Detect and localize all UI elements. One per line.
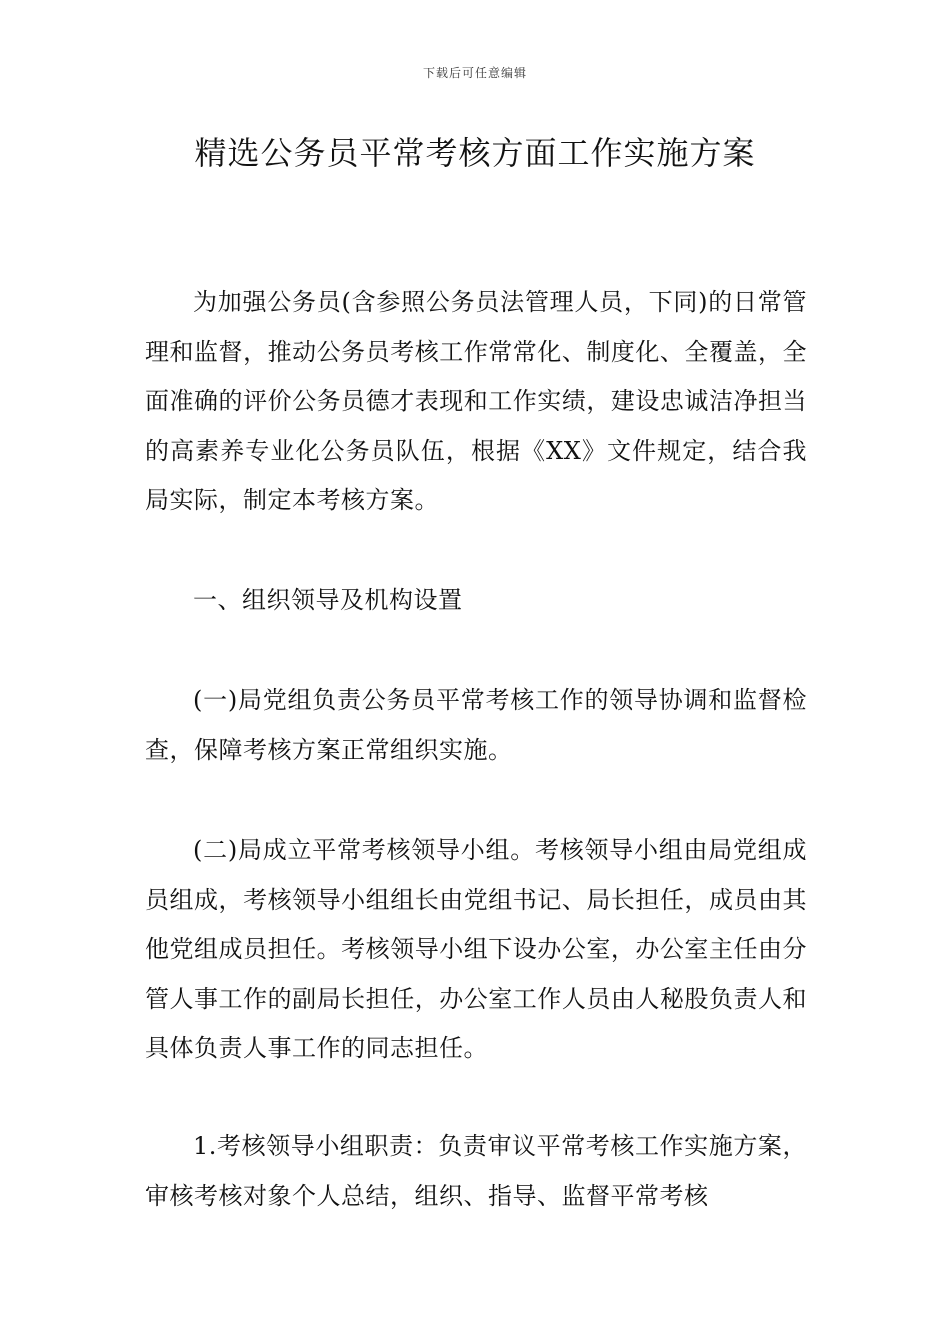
header-note: 下载后可任意编辑 xyxy=(422,66,527,80)
paragraph-item-1: 1.考核领导小组职责：负责审议平常考核工作实施方案，审核考核对象个人总结，组织、指导、监督平常考核 xyxy=(145,1132,807,1210)
paragraph-intro: 为加强公务员(含参照公务员法管理人员，下同)的日常管理和监督，推动公务员考核工作常常化、制度化、全覆盖，全面准确的评价公务员德才表现和工作实绩，建设忠诚洁净担当的高素养专业化公务员队伍，根据《XX》文件规定，结合我局实际，制定本考核方案。 xyxy=(145,288,807,514)
document-title: 精选公务员平常考核方面工作实施方案 xyxy=(194,134,756,172)
paragraph-subsection-2: (二)局成立平常考核领导小组。考核领导小组由局党组成员组成，考核领导小组组长由党组书记、局长担任，成员由其他党组成员担任。考核领导小组下设办公室，办公室主任由分管人事工作的副局长担任，办公室工作人员由人秘股负责人和具体负责人事工作的同志担任。 xyxy=(145,836,807,1062)
paragraph-subsection-1: (一)局党组负责公务员平常考核工作的领导协调和监督检查，保障考核方案正常组织实施。 xyxy=(145,686,807,764)
section-heading-organization: 一、组织领导及机构设置 xyxy=(193,586,463,614)
